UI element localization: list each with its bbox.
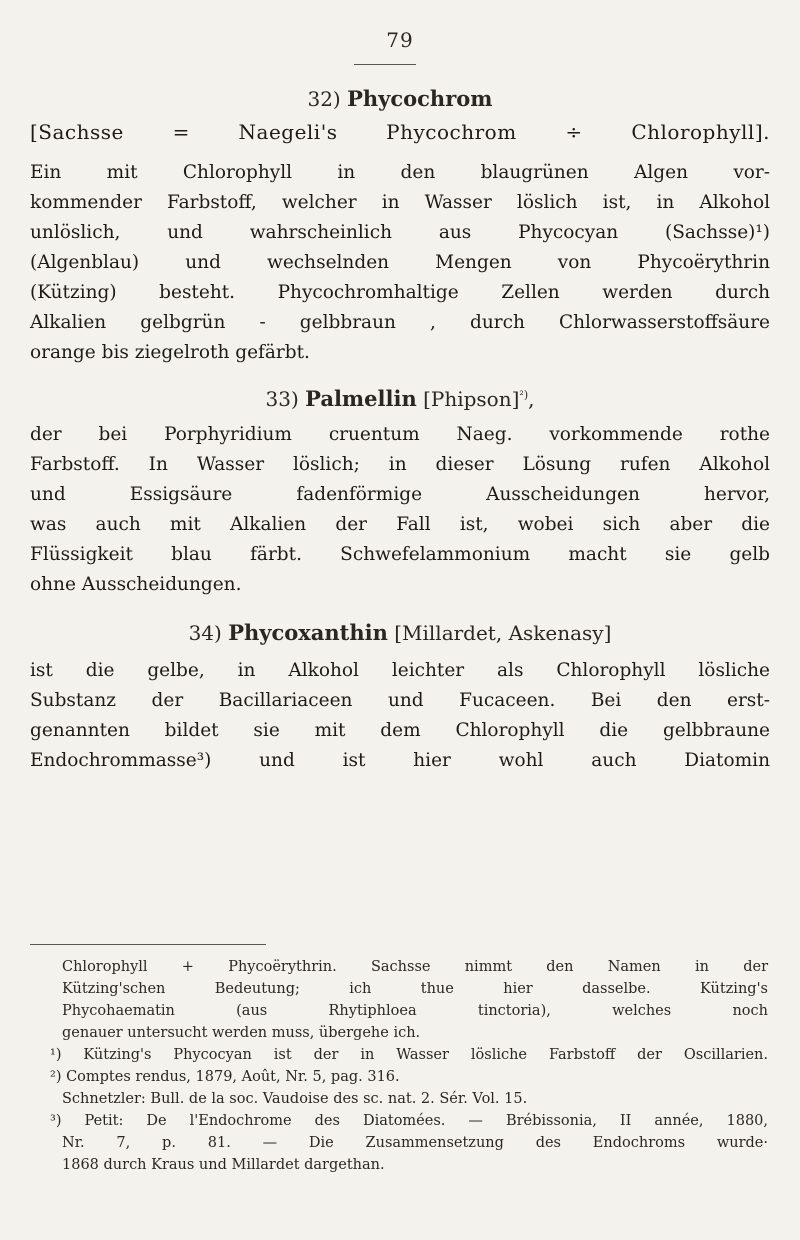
footnote-line: 1868 durch Kraus und Millardet dargethan. <box>62 1157 385 1173</box>
paragraph-line: Ein mit Chlorophyll in den blaugrünen Algen vor- <box>30 162 770 183</box>
paragraph-line: orange bis ziegelroth gefärbt. <box>30 342 310 363</box>
section-34-title: Phycoxanthin <box>228 620 388 645</box>
paragraph-line: ohne Ausscheidungen. <box>30 574 242 595</box>
paragraph-line: unlöslich, und wahrscheinlich aus Phycocyan (Sachsse)¹) <box>30 222 770 243</box>
paragraph-line: Alkalien gelbgrün - gelbbraun , durch Chlorwasserstoffsäure <box>30 312 770 333</box>
paragraph-line: und Essigsäure fadenförmige Ausscheidungen hervor, <box>30 484 770 505</box>
section-32-title: Phycochrom <box>347 86 493 111</box>
footnote-rule <box>30 944 266 945</box>
footnote-line: ²) Comptes rendus, 1879, Août, Nr. 5, pag. 316. <box>50 1069 400 1085</box>
paragraph-line: Substanz der Bacillariaceen und Fucaceen. Bei den erst- <box>30 690 770 711</box>
paragraph-line: Endochrommasse³) und ist hier wohl auch Diatomin <box>30 750 770 771</box>
footnote-line: Nr. 7, p. 81. — Die Zusammensetzung des Endochroms wurde· <box>62 1135 768 1151</box>
footnote-line: Chlorophyll + Phycoërythrin. Sachsse nimmt den Namen in der <box>62 959 768 975</box>
section-33-heading: 33) Palmellin [Phipson]$^{^2)}$, <box>265 386 535 411</box>
paragraph-line: der bei Porphyridium cruentum Naeg. vorkommende rothe <box>30 424 770 445</box>
page-number: 79 <box>386 28 414 52</box>
paragraph-line: ist die gelbe, in Alkohol leichter als Chlorophyll lösliche <box>30 660 770 681</box>
paragraph-line: (Algenblau) und wechselnden Mengen von Phycoërythrin <box>30 252 770 273</box>
section-34-heading: 34) Phycoxanthin [Millardet, Askenasy] <box>188 620 612 645</box>
section-32-heading: 32) Phycochrom <box>307 86 493 111</box>
footnote-line: Phycohaematin (aus Rhytiphloea tinctoria), welches noch <box>62 1003 768 1019</box>
paragraph-line: genannten bildet sie mit dem Chlorophyll die gelbbraune <box>30 720 770 741</box>
paragraph-line: was auch mit Alkalien der Fall ist, wobei sich aber die <box>30 514 770 535</box>
footnote-line: Schnetzler: Bull. de la soc. Vaudoise des sc. nat. 2. Sér. Vol. 15. <box>62 1091 528 1107</box>
footnote-line: Kützing'schen Bedeutung; ich thue hier dasselbe. Kützing's <box>62 981 768 997</box>
footnote-line: ³) Petit: De l'Endochrome des Diatomées. — Brébissonia, II année, 1880, <box>50 1113 768 1129</box>
paragraph-line: Flüssigkeit blau färbt. Schwefelammonium macht sie gelb <box>30 544 770 565</box>
paragraph-line: Farbstoff. In Wasser löslich; in dieser Lösung rufen Alkohol <box>30 454 770 475</box>
paragraph-line: (Kützing) besteht. Phycochromhaltige Zellen werden durch <box>30 282 770 303</box>
paragraph-line: [Sachsse = Naegeli's Phycochrom ÷ Chlorophyll]. <box>30 120 770 144</box>
paragraph-line: kommender Farbstoff, welcher in Wasser löslich ist, in Alkohol <box>30 192 770 213</box>
footnote-line: ¹) Kützing's Phycocyan ist der in Wasser lösliche Farbstoff der Oscillarien. <box>50 1047 768 1063</box>
footnote-line: genauer untersucht werden muss, übergehe ich. <box>62 1025 421 1041</box>
section-33-title: Palmellin <box>305 386 417 411</box>
page-number-rule <box>354 64 416 65</box>
